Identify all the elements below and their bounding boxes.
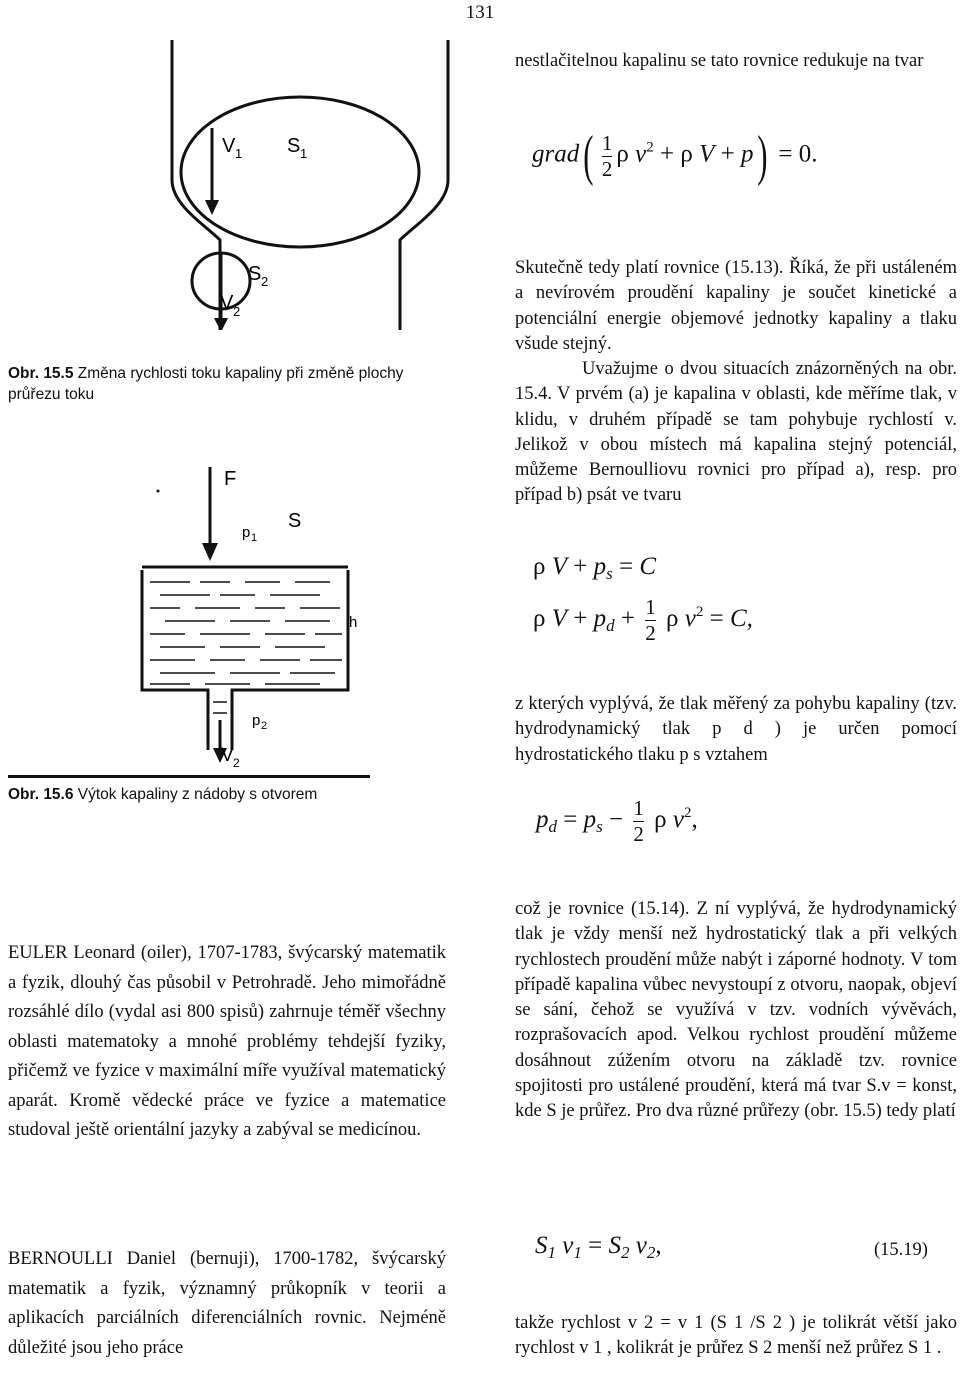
footnote-bernoulli: BERNOULLI Daniel (bernuji), 1700-1782, švýcarský matematik a fyzik, významný průkopník v teorii a aplikacích parciálních diferenciálních rovnic. Nejméně důležité jsou jeho práce bbox=[8, 1249, 446, 1358]
figure-15-6 bbox=[120, 455, 370, 775]
label-h: h bbox=[349, 614, 358, 631]
liquid-hatching bbox=[150, 582, 342, 713]
equation-pd bbox=[536, 797, 698, 846]
label-S: S bbox=[288, 510, 302, 532]
paragraph-intro: nestlačitelnou kapalinu se tato rovnice redukuje na tvar bbox=[515, 51, 924, 71]
eq3-num: 1 bbox=[645, 595, 656, 619]
caption-rule bbox=[8, 775, 370, 778]
label-p2: p bbox=[252, 712, 261, 729]
eq3-rho2: ρ bbox=[665, 605, 679, 633]
caption-fig-15-5-text: Změna rychlosti toku kapaliny při změně plochy průřezu toku bbox=[8, 365, 404, 403]
eq2-p: p bbox=[593, 553, 607, 580]
eq3-rho: ρ bbox=[533, 605, 546, 633]
eq4-rho: ρ bbox=[654, 806, 667, 834]
eq5-v2-sub: 2 bbox=[646, 1243, 656, 1262]
eq5-S2: S bbox=[608, 1232, 621, 1259]
eq4-p2: p bbox=[583, 806, 597, 834]
pipe-right-wall bbox=[400, 40, 448, 330]
eq4-minus: − bbox=[608, 806, 624, 834]
figure-15-5 bbox=[150, 0, 470, 330]
paragraph-bernoulli: Skutečně tedy platí rovnice (15.13). Říká, že při ustáleném a nevírovém proudění kapaliny je součet kinetické a potenciální energie objemové jednotky kapaliny a tlaku všude stejný. bbox=[515, 258, 957, 354]
paragraph-dynamic-pressure: z kterých vyplývá, že tlak měřený za pohybu kapaliny (tzv. hydrodynamický tlak p d ) je určen pomocí hydrostatického tlaku p s vztahem bbox=[515, 694, 957, 765]
eq5-S2-sub: 2 bbox=[620, 1243, 630, 1262]
label-s1-sub: 1 bbox=[300, 146, 308, 161]
equation-dynamic bbox=[533, 596, 753, 645]
eq4-frac bbox=[633, 797, 644, 846]
eq1-plus1: + bbox=[659, 140, 675, 168]
eq2-s: s bbox=[606, 564, 613, 583]
cross-section-1 bbox=[181, 97, 419, 247]
eq1-frac bbox=[602, 132, 613, 181]
label-p1-sub: 1 bbox=[251, 532, 258, 544]
eq5-v1-sub: 1 bbox=[573, 1243, 582, 1262]
eq5-eq: = bbox=[588, 1232, 603, 1259]
eq1-p: p bbox=[740, 140, 754, 168]
equation-continuity bbox=[535, 1232, 662, 1263]
label-s1: S bbox=[287, 135, 301, 157]
label-s2-sub: 2 bbox=[261, 274, 269, 289]
label-v1: V bbox=[222, 135, 236, 157]
eq2-plus: + bbox=[573, 553, 588, 580]
eq1-V: V bbox=[699, 140, 715, 168]
eq1-grad: grad bbox=[532, 140, 580, 168]
eq1-lparen: ( bbox=[583, 125, 594, 187]
footnote-euler: EULER Leonard (oiler), 1707-1783, švýcarský matematik a fyzik, dlouhý čas působil v Petrohradě. Jeho mimořádně rozsáhlé dílo (vydal asi 800 spisů) zahrnuje téměř všechny oblasti matematoky a mnohé problémy tehdejší fyziky, přičemž ve fyzice v maximální míře využíval matematický aparát. Kromě vědecké práce ve fyzice a matematice studoval ještě orientální jazyky a zabýval se medicínou. bbox=[8, 943, 446, 1140]
eq2-rho: ρ bbox=[533, 553, 546, 580]
caption-fig-15-6-label: Obr. 15.6 bbox=[8, 786, 74, 803]
eq3-v: v bbox=[684, 605, 696, 633]
eq5-S1: S bbox=[535, 1232, 548, 1259]
eq3-plus1: + bbox=[573, 605, 588, 633]
eq1-sq: 2 bbox=[646, 139, 654, 156]
eq4-eq: = bbox=[563, 806, 578, 834]
eq5-v1: v bbox=[562, 1232, 574, 1259]
eq3-V: V bbox=[551, 605, 568, 633]
label-v2-sub: 2 bbox=[233, 304, 241, 319]
velocity-arrow-1-head bbox=[205, 200, 219, 215]
eq4-sq: 2 bbox=[683, 805, 692, 822]
equation-static bbox=[533, 553, 656, 584]
label-s2: S bbox=[248, 263, 262, 285]
eq1-den: 2 bbox=[601, 156, 613, 181]
equation-number: (15.19) bbox=[874, 1240, 928, 1260]
eq3-plus2: + bbox=[620, 605, 635, 633]
eq3-sq: 2 bbox=[695, 604, 704, 621]
page-number: 131 bbox=[465, 2, 495, 23]
eq2-C: C bbox=[639, 553, 657, 580]
caption-fig-15-6 bbox=[8, 784, 448, 805]
label-p1: p bbox=[242, 524, 251, 541]
eq4-v: v bbox=[672, 806, 684, 834]
eq5-v2: v bbox=[635, 1232, 647, 1259]
label-v2-sub: 2 bbox=[233, 756, 240, 770]
paragraph-situations: Uvažujme o dvou situacích znázorněných na obr. 15.4. V prvém (a) je kapalina v oblasti, kde měříme tlak, v klidu, v druhém případě se tam pohybuje rychlostí v. Jelikož v obou místech má kapalina stejný potenciál, můžeme Bernoulliovu rovnici pro případ a), resp. pro případ b) psát ve tvaru bbox=[515, 359, 957, 506]
force-arrow-head bbox=[202, 543, 218, 561]
eq3-d: d bbox=[606, 616, 615, 636]
eq1-rho2: ρ bbox=[680, 140, 693, 168]
eq1-v: v bbox=[635, 140, 647, 168]
eq3-C: C, bbox=[729, 605, 753, 633]
eq3-frac bbox=[645, 596, 656, 645]
eq4-den: 2 bbox=[633, 822, 644, 846]
eq1-rparen: ) bbox=[757, 125, 768, 187]
eq3-den: 2 bbox=[645, 621, 656, 645]
label-v1-sub: 1 bbox=[235, 146, 243, 161]
eq1-eq0: = 0. bbox=[778, 140, 818, 168]
label-v2: V bbox=[220, 292, 234, 314]
label-p2-sub: 2 bbox=[261, 720, 268, 732]
label-v2: V bbox=[221, 745, 234, 766]
eq5-comma: , bbox=[655, 1232, 662, 1259]
eq1-plus2: + bbox=[720, 140, 735, 168]
eq1-rho1: ρ bbox=[616, 140, 629, 168]
eq3-p: p bbox=[593, 605, 607, 633]
eq2-eq: = bbox=[619, 553, 634, 580]
eq4-num: 1 bbox=[633, 796, 644, 820]
caption-fig-15-6-text: Výtok kapaliny z nádoby s otvorem bbox=[73, 786, 318, 803]
equation-gradient bbox=[532, 125, 818, 187]
eq4-d: d bbox=[548, 817, 557, 837]
eq4-p: p bbox=[536, 806, 549, 834]
paragraph-continuity: což je rovnice (15.14). Z ní vyplývá, že hydrodynamický tlak je vždy menší než hydrostatický tlak a při velkých rychlostech proudění může nabýt i záporné hodnoty. V tom případě kapalina vůbec nevystoupí z otvoru, naopak, objeví se sání, čehož se využívá v tzv. vodních vývěvách, rozprašovacích apod. Velkou rychlost proudění můžeme dosáhnout zúžením otvoru na základě tzv. rovnice spojitosti pro ustálené proudění, která má tvar S.v = konst, kde S je průřez. Pro dva různé průřezy (obr. 15.5) tedy platí bbox=[515, 899, 957, 1122]
eq4-comma: , bbox=[691, 806, 698, 834]
caption-fig-15-5-label: Obr. 15.5 bbox=[8, 365, 74, 382]
caption-fig-15-5 bbox=[8, 363, 448, 405]
speck bbox=[157, 490, 160, 493]
eq2-V: V bbox=[551, 553, 568, 580]
label-F: F bbox=[224, 468, 237, 490]
paragraph-final: takže rychlost v 2 = v 1 (S 1 /S 2 ) je tolikrát větší jako rychlost v 1 , kolikrát je průřez S 2 menší než průřez S 1 . bbox=[515, 1313, 957, 1359]
eq1-num: 1 bbox=[601, 130, 613, 155]
eq3-eq: = bbox=[709, 605, 724, 633]
velocity-arrow-2-head bbox=[214, 318, 228, 330]
eq4-s: s bbox=[596, 817, 603, 837]
eq5-S1-sub: 1 bbox=[547, 1243, 556, 1262]
